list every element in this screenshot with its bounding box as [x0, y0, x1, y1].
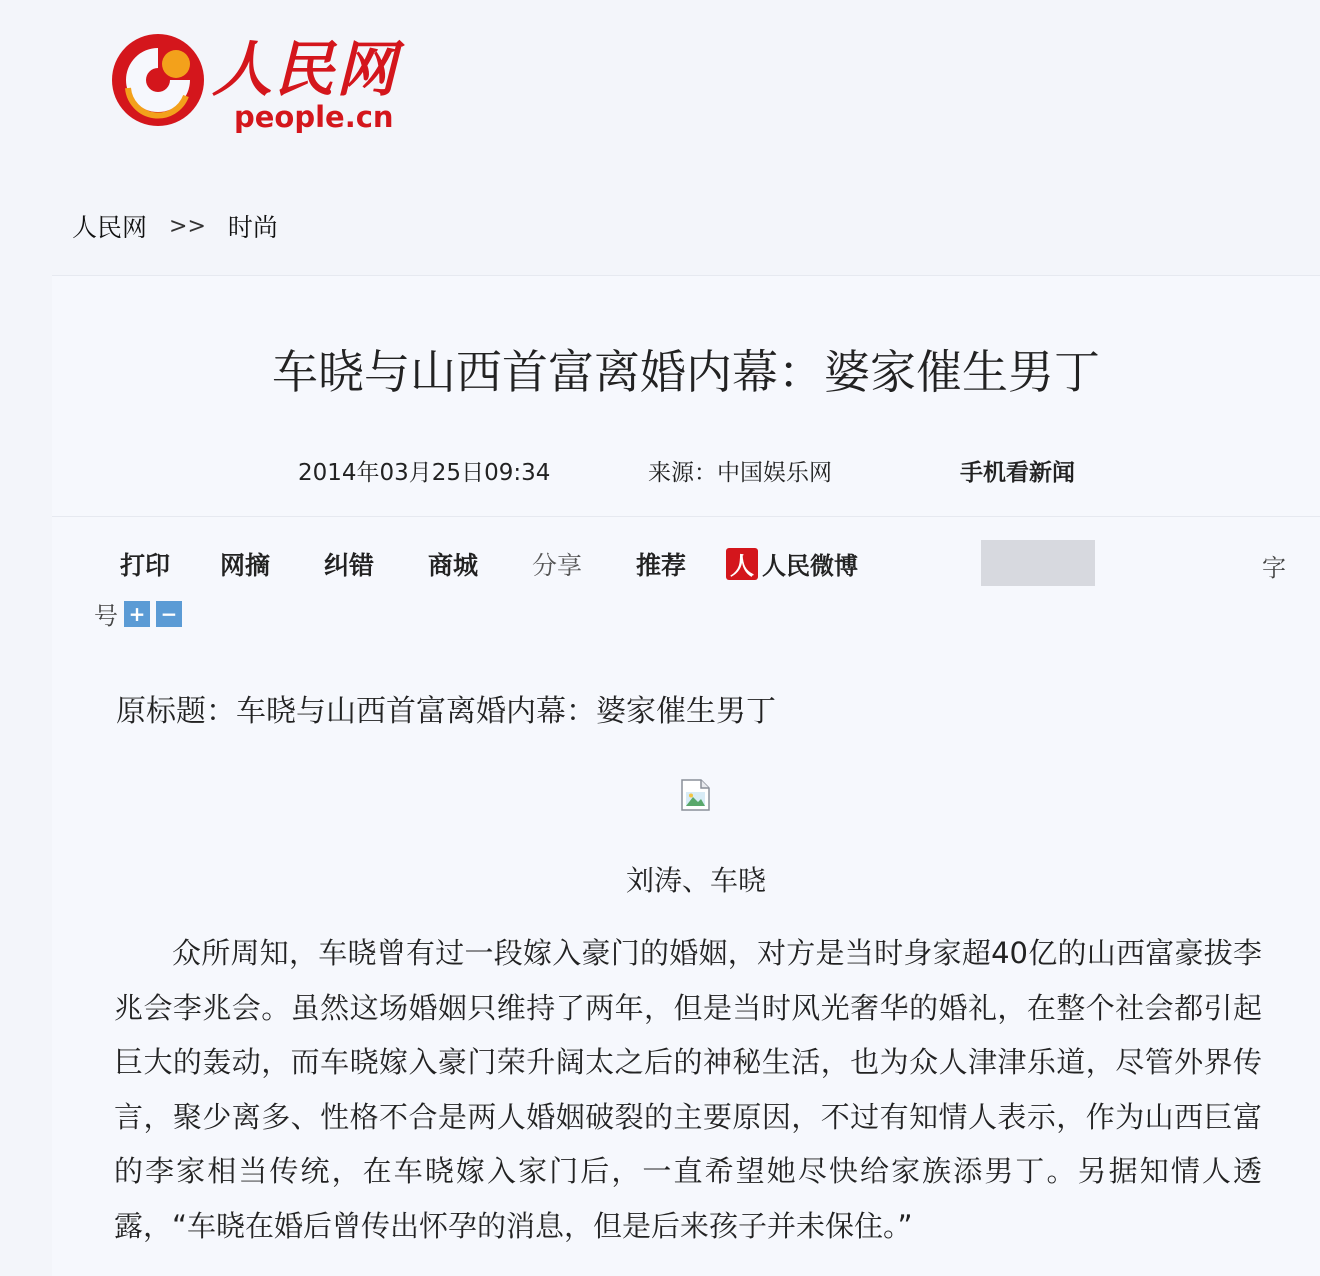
mall-link[interactable]: 商城 [428, 551, 479, 580]
font-size-label-part1: 字 [1262, 554, 1286, 582]
article-source-link[interactable]: 来源：中国娱乐网 [648, 460, 832, 486]
font-increase-button[interactable]: + [124, 601, 150, 627]
original-title: 原标题：车晓与山西首富离婚内幕：婆家催生男丁 [116, 694, 776, 729]
correction-button[interactable]: 纠错 [324, 551, 375, 580]
broken-image-icon [679, 778, 713, 812]
article-datetime: 2014年03月25日09:34 [298, 460, 551, 486]
weibo-label: 人民微博 [762, 552, 858, 580]
excerpt-button[interactable]: 网摘 [220, 551, 271, 580]
font-size-controls [94, 596, 182, 631]
share-button[interactable]: 分享 [532, 551, 583, 580]
meta-divider [52, 516, 1320, 517]
image-caption: 刘涛、车晓 [625, 864, 766, 897]
site-logo[interactable] [108, 22, 408, 137]
logo-chinese-text: 人民网 [212, 35, 398, 105]
breadcrumb-separator: >> [169, 213, 206, 239]
font-decrease-button[interactable]: − [156, 601, 182, 627]
recommend-button[interactable]: 推荐 [636, 551, 687, 580]
logo-domain-text: people.cn [234, 100, 394, 134]
people-weibo-link[interactable] [726, 546, 858, 581]
article-toolbar [52, 546, 1320, 586]
logo-emblem-icon [108, 30, 208, 130]
breadcrumb [72, 208, 278, 244]
article-panel [52, 275, 1320, 1276]
weibo-logo-icon: 人 [726, 548, 758, 580]
print-button[interactable]: 打印 [120, 551, 171, 580]
article-body-paragraph: 众所周知，车晓曾有过一段嫁入豪门的婚姻，对方是当时身家超40亿的山西富豪拔李兆会李兆会。虽然这场婚姻只维持了两年，但是当时风光奢华的婚礼，在整个社会都引起巨大的轰动，而车晓嫁入豪门荣升阔太之后的神秘生活，也为众人津津乐道，尽管外界传言，聚少离多、性格不合是两人婚姻破裂的主要原因，不过有知情人表示，作为山西巨富的李家相当传统，在车晓嫁入家门后，一直希望她尽快给家族添男丁。另据知情人透露，“车晓在婚后曾传出怀孕的消息，但是后来孩子并未保住。” [114, 936, 1262, 1243]
article-title: 车晓与山西首富离婚内幕：婆家催生男丁 [272, 345, 1100, 399]
mobile-news-link[interactable]: 手机看新闻 [960, 460, 1075, 486]
breadcrumb-home-link[interactable]: 人民网 [72, 213, 148, 242]
breadcrumb-section-link[interactable]: 时尚 [227, 213, 278, 242]
share-widget-placeholder[interactable] [981, 540, 1095, 586]
font-size-label-part2: 号 [94, 602, 118, 630]
